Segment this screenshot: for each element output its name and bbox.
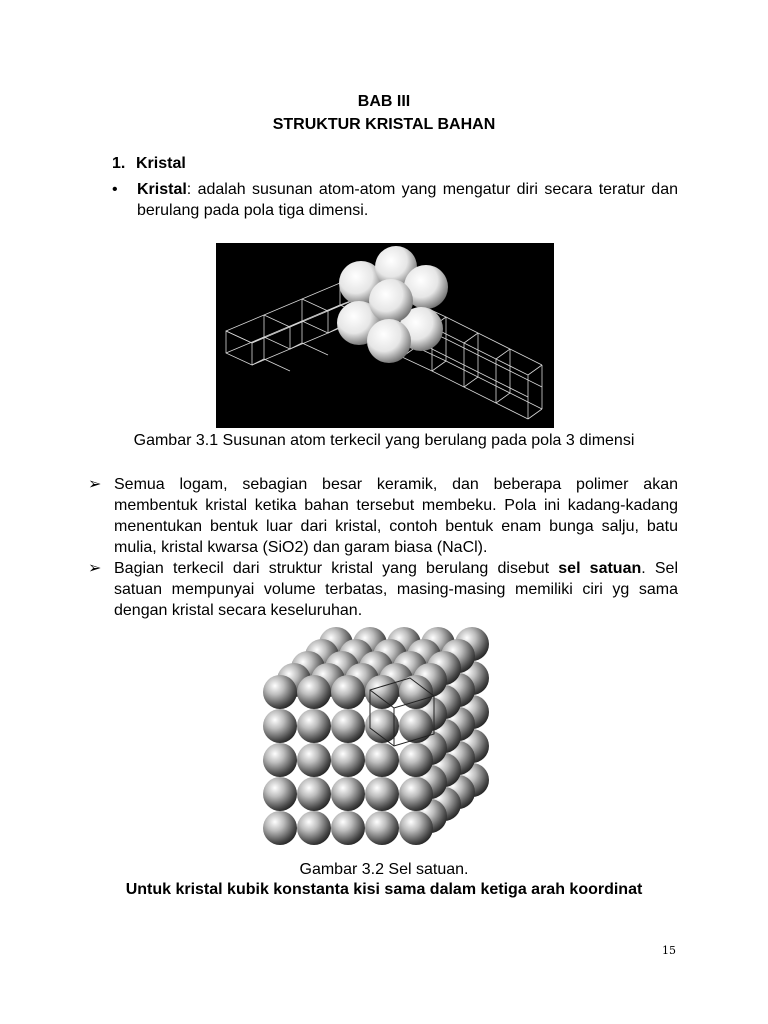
atom-cluster-illustration (216, 243, 554, 428)
definition-body: : adalah susunan atom-atom yang mengatur diri secara teratur dan berulang pada pola tiga dimensi. (137, 181, 678, 219)
figure-unit-cell (258, 622, 508, 858)
atom-sphere (367, 319, 411, 363)
figure-atom-cluster (216, 243, 554, 428)
chapter-title: STRUKTUR KRISTAL BAHAN (272, 116, 496, 133)
chapter-label: BAB III (357, 93, 411, 110)
figure2-caption: Gambar 3.2 Sel satuan. (299, 861, 469, 878)
lattice-sphere (263, 777, 297, 811)
definition-bullet (112, 179, 678, 221)
lattice-sphere (399, 743, 433, 777)
lattice-sphere (297, 811, 331, 845)
page-number: 15 (662, 944, 676, 957)
unit-cell-illustration (258, 622, 508, 858)
lattice-sphere (331, 743, 365, 777)
lattice-sphere (331, 777, 365, 811)
lattice-sphere (263, 811, 297, 845)
lattice-sphere (297, 675, 331, 709)
figure1-caption: Gambar 3.1 Susunan atom terkecil yang berulang pada pola 3 dimensi (133, 432, 635, 449)
lattice-sphere (297, 777, 331, 811)
point-text: Semua logam, sebagian besar keramik, dan beberapa polimer akan membentuk kristal ketika bahan tersebut membeku. Pola ini kadang-kadang menentukan bentuk luar dari kristal, contoh bentuk enam bunga salju, batu mulia, kristal kwarsa (SiO2) dan garam biasa (NaCl). (114, 476, 678, 556)
lattice-sphere (263, 743, 297, 777)
lattice-sphere (331, 709, 365, 743)
section-number: 1. (112, 155, 126, 172)
lattice-sphere (263, 709, 297, 743)
lattice-sphere (297, 709, 331, 743)
definition-text (137, 179, 678, 221)
arrow-marker: ➢ (88, 560, 102, 577)
lattice-sphere (399, 709, 433, 743)
lattice-sphere (263, 675, 297, 709)
arrow-list (88, 474, 678, 621)
lattice-sphere (365, 777, 399, 811)
atom-sphere (369, 279, 413, 323)
figure2-subcaption: Untuk kristal kubik konstanta kisi sama dalam ketiga arah koordinat (125, 881, 643, 898)
arrow-list-item (88, 474, 678, 558)
point-text-before: Bagian terkecil dari struktur kristal yang berulang disebut (114, 560, 559, 577)
arrow-list-item (88, 558, 678, 621)
point-text-after: . Sel satuan mempunyai volume terbatas, masing-masing memiliki ciri yg sama dengan kristal secara keseluruhan. (114, 560, 679, 619)
section-heading (112, 155, 186, 173)
arrow-marker: ➢ (88, 476, 102, 493)
section-title: Kristal (136, 155, 186, 172)
lattice-sphere (331, 811, 365, 845)
point-bold-term: sel satuan (558, 560, 642, 577)
lattice-sphere (399, 777, 433, 811)
lattice-sphere (365, 811, 399, 845)
definition-term: Kristal (137, 181, 187, 198)
lattice-sphere (297, 743, 331, 777)
lattice-sphere (331, 675, 365, 709)
lattice-sphere (399, 811, 433, 845)
bullet-marker: • (112, 181, 118, 198)
lattice-sphere (365, 743, 399, 777)
